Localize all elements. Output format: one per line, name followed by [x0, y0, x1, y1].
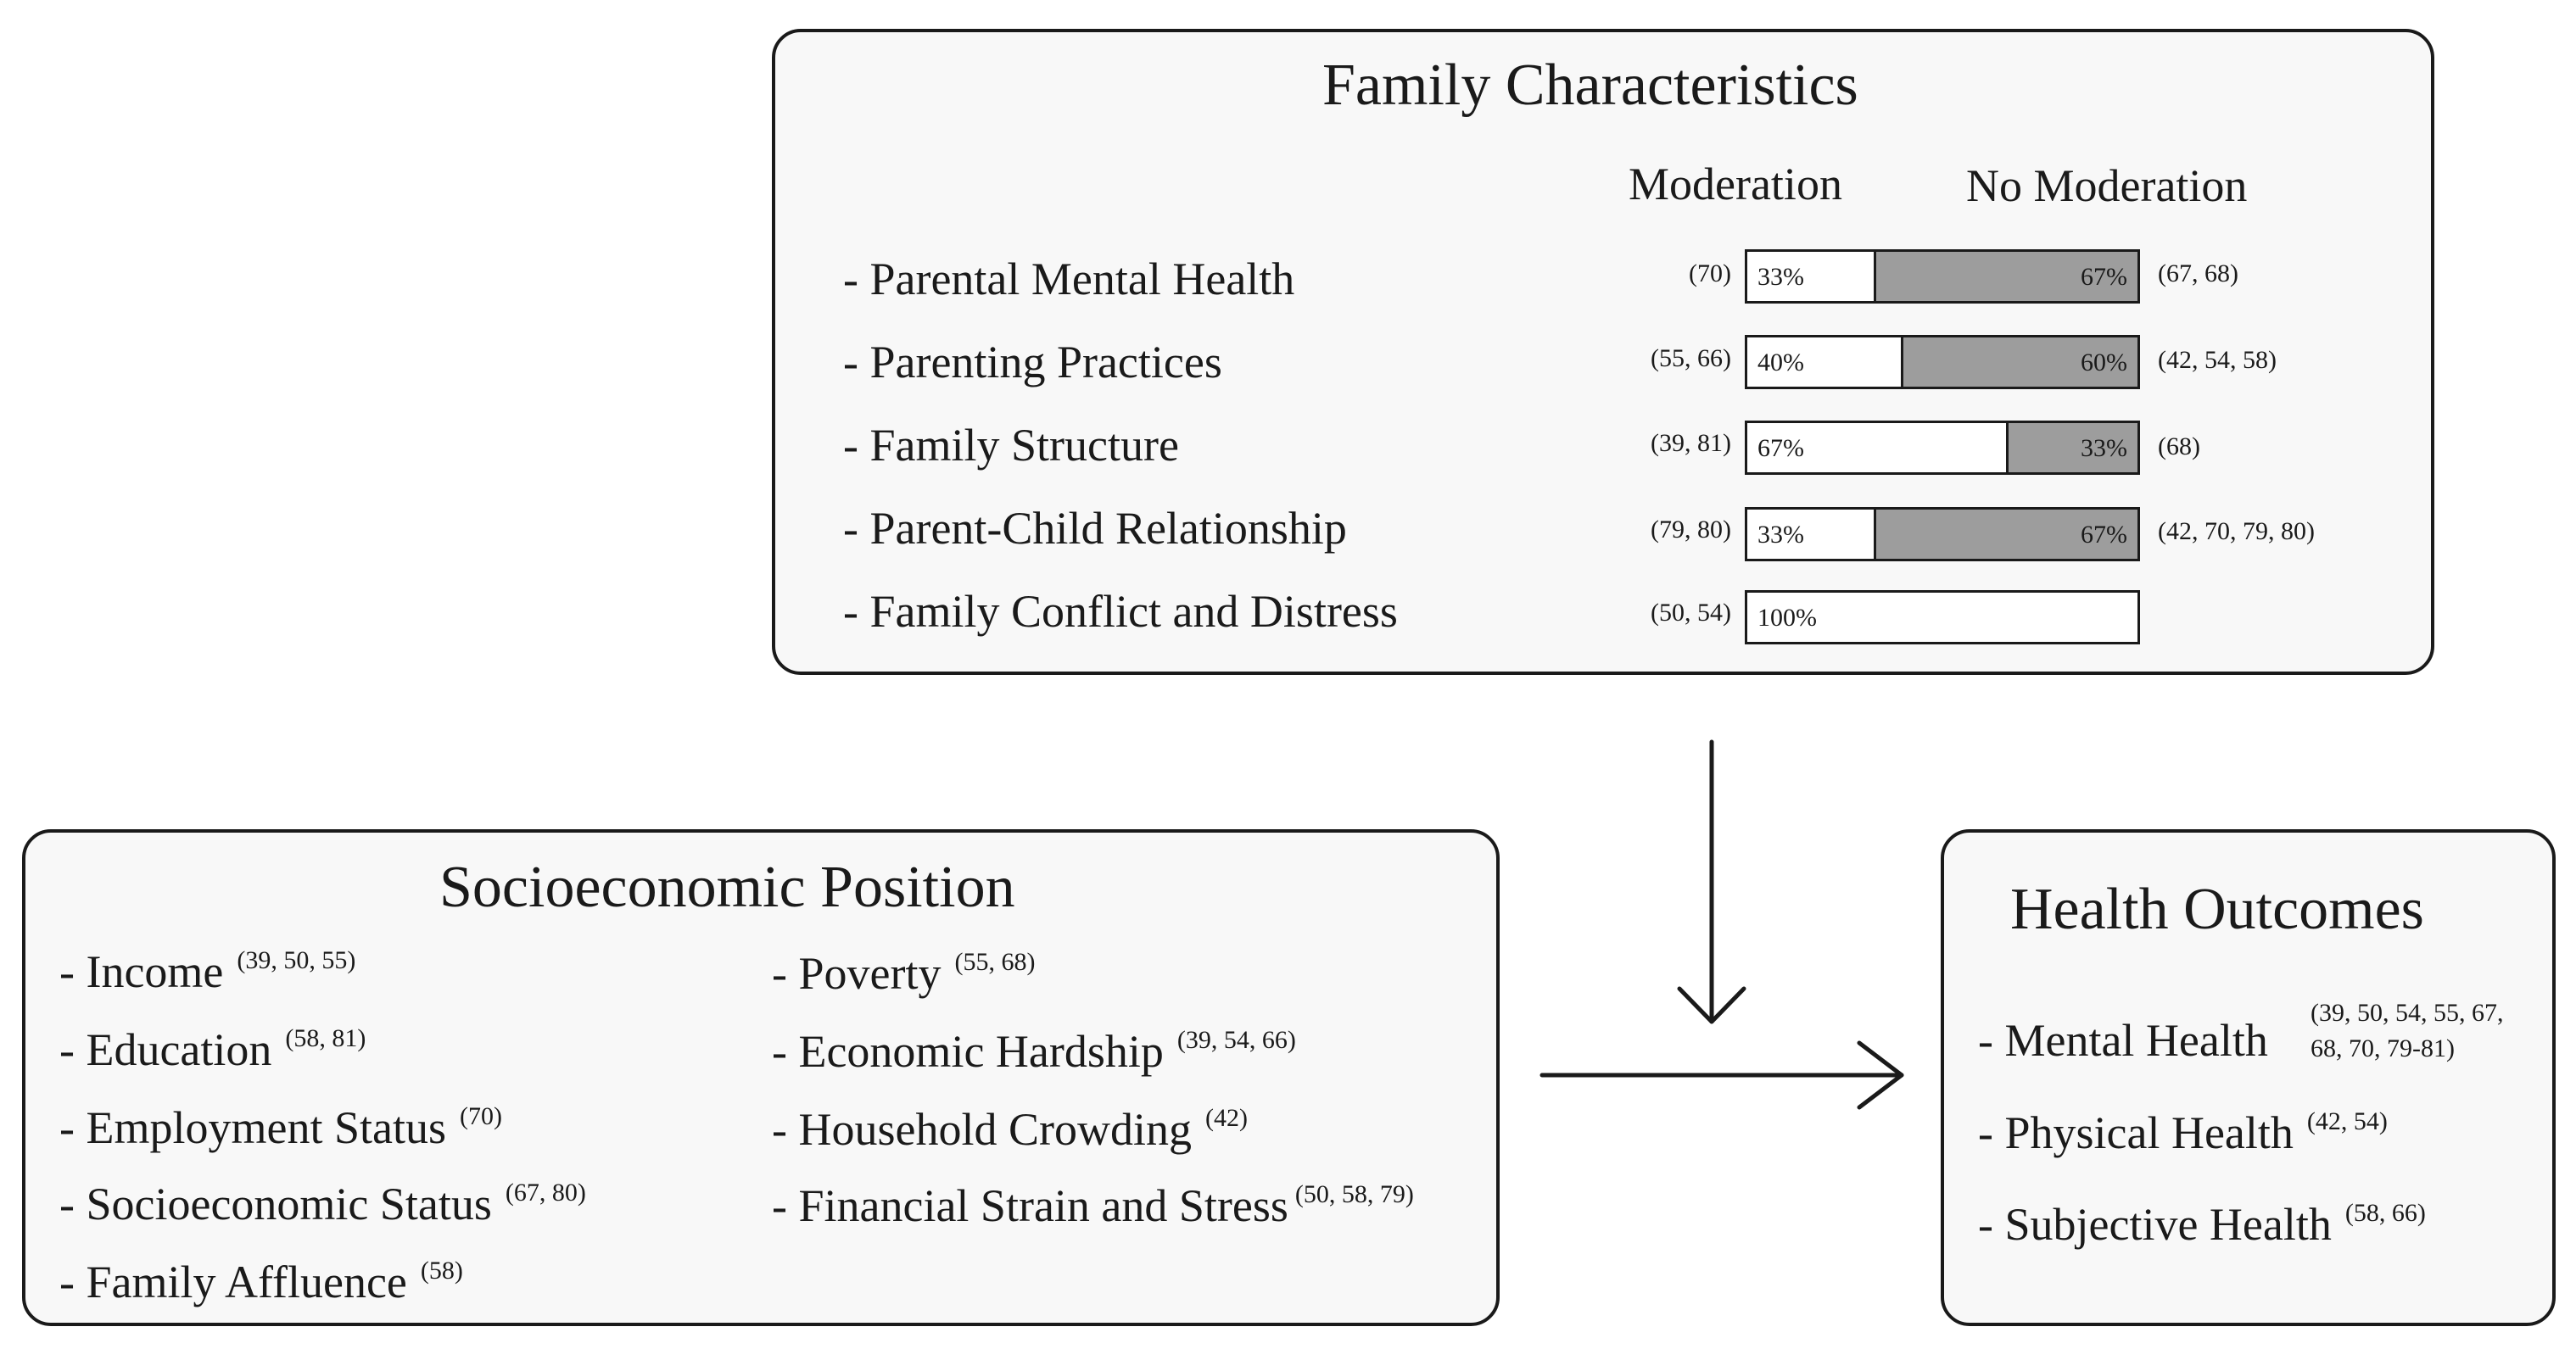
ses-item: - Education $^{(58, 81)}$	[59, 1024, 366, 1075]
moderation-percent: 100%	[1757, 604, 1817, 632]
outcome-ref: 68, 70, 79-81)	[2311, 1034, 2455, 1062]
ses-item: - Household Crowding $^{(42)}$	[772, 1104, 1248, 1155]
moderation-ref: (39, 81)	[1651, 429, 1731, 457]
moderation-percent: 33%	[1757, 263, 1804, 291]
no-moderation-ref: (42, 54, 58)	[2158, 346, 2277, 374]
ses-item: - Income $^{(39, 50, 55)}$	[59, 946, 356, 997]
health-outcomes-title: Health Outcomes	[2010, 877, 2424, 942]
moderation-percent: 33%	[1757, 521, 1804, 549]
family-item-label: - Family Conflict and Distress	[843, 586, 1398, 637]
outcome-ref: (39, 50, 54, 55, 67,	[2311, 999, 2504, 1027]
ses-item: - Economic Hardship $^{(39, 54, 66)}$	[772, 1026, 1296, 1077]
ses-item: - Poverty $^{(55, 68)}$	[772, 948, 1036, 999]
family-item-label: - Parental Mental Health	[843, 254, 1295, 304]
no-moderation-ref: (68)	[2158, 432, 2200, 460]
moderation-percent: 67%	[1757, 434, 1804, 462]
ses-item: - Financial Strain and Stress $^{(50, 58, 79)}$	[772, 1180, 1414, 1231]
no-moderation-percent: 67%	[2081, 263, 2127, 291]
family-item-label: - Parenting Practices	[843, 337, 1222, 387]
outcome-item: - Mental Health	[1978, 1015, 2268, 1066]
ses-item: - Family Affluence $^{(58)}$	[59, 1257, 463, 1307]
moderation-column-header: Moderation	[1629, 159, 1842, 209]
no-moderation-ref: (42, 70, 79, 80)	[2158, 517, 2315, 545]
ses-item: - Socioeconomic Status $^{(67, 80)}$	[59, 1179, 586, 1229]
family-item-label: - Family Structure	[843, 420, 1179, 471]
outcome-item: - Subjective Health $^{(58, 66)}$	[1978, 1199, 2426, 1250]
no-moderation-ref: (67, 68)	[2158, 259, 2238, 287]
outcome-item: - Physical Health $^{(42, 54)}$	[1978, 1107, 2388, 1158]
family-characteristics-title: Family Characteristics	[1322, 53, 1858, 118]
no-moderation-percent: 67%	[2081, 521, 2127, 549]
family-item-label: - Parent-Child Relationship	[843, 503, 1347, 554]
no-moderation-percent: 33%	[2081, 434, 2127, 462]
socioeconomic-position-title: Socioeconomic Position	[439, 855, 1015, 920]
moderation-ref: (79, 80)	[1651, 516, 1731, 544]
moderation-ref: (55, 66)	[1651, 344, 1731, 372]
moderation-ref: (70)	[1689, 259, 1731, 287]
moderation-percent: 40%	[1757, 348, 1804, 376]
no-moderation-column-header: No Moderation	[1966, 160, 2248, 211]
ses-item: - Employment Status $^{(70)}$	[59, 1102, 502, 1153]
no-moderation-percent: 60%	[2081, 348, 2127, 376]
moderation-ref: (50, 54)	[1651, 599, 1731, 627]
